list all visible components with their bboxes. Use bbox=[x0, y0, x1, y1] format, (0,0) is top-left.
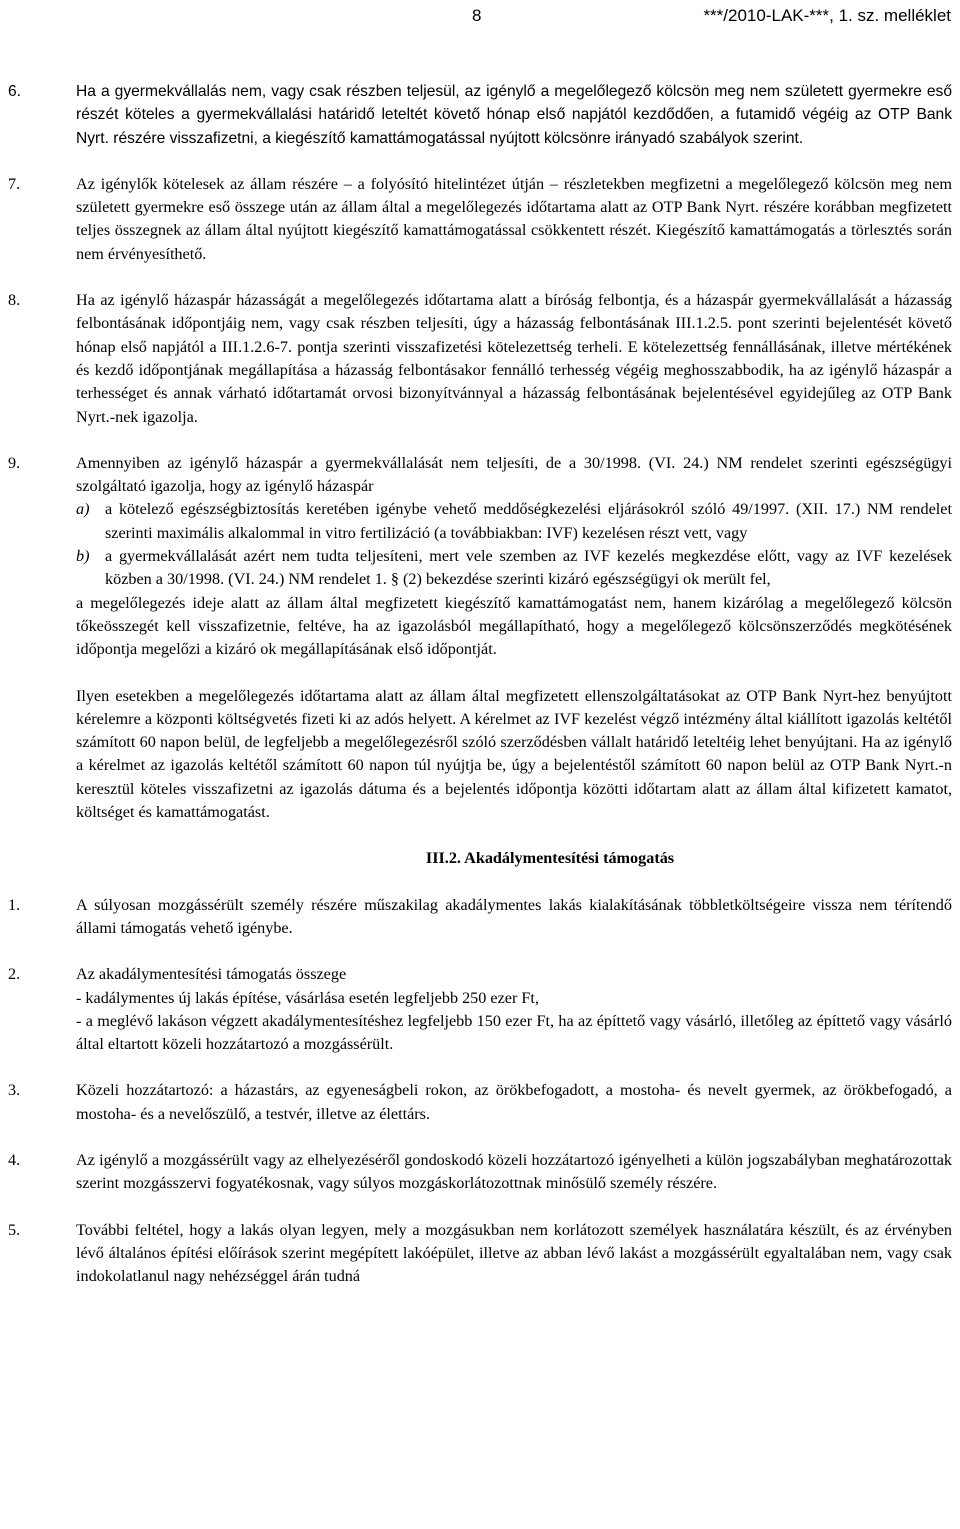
paragraph-9-continuation bbox=[0, 685, 960, 825]
paragraph-line: - kadálymentes új lakás építése, vásárlása esetén legfeljebb 250 ezer Ft, bbox=[76, 988, 539, 1007]
item-number: 6. bbox=[8, 83, 22, 100]
paragraph-9-conclusion bbox=[0, 592, 960, 662]
section-item-1 bbox=[0, 894, 960, 941]
sub-item-a bbox=[0, 498, 960, 545]
paragraph-8 bbox=[0, 289, 960, 429]
paragraph-text: Amennyiben az igénylő házaspár a gyermekvállalását nem teljesíti, de a 30/1998. (VI. 24.) NM rendelet szerinti egészségügyi szolgáltató igazolja, hogy az igénylő házaspár bbox=[76, 453, 952, 496]
paragraph-text: Közeli hozzátartozó: a házastárs, az egyeneságbeli rokon, az örökbefogadott, a mostoha- és nevelt gyermek, az örökbefogadó, a mostoha- és a nevelőszülő, a testvér, illetve az élettárs. bbox=[76, 1081, 952, 1123]
item-number: 7. bbox=[8, 174, 21, 193]
sub-item-letter: b) bbox=[76, 547, 90, 566]
item-number: 2. bbox=[8, 965, 21, 984]
paragraph-text: Ha az igénylő házaspár házasságát a megelőlegezés időtartama alatt a bíróság felbontja, és a házaspár gyermekvállalását a házasság felbontásának időpontjáig nem, vagy csak részben teljesíti, úgy a házasság felbontásának III.1.2.5. pont szerinti bejelentését követő hónap első napjától a III.1.2.6-7. pontja szerinti visszafizetési kötelezettség terheli. E kötelezettség fennállásának, illetve mértékének és kezdő időpontjának megállapítása a házasság felbontásakor fennálló terhesség végéig meghosszabbodik, ha az igénylő házaspár a terhességet és annak várható időtartamát orvosi bizonyítvánnyal a házasság felbontásának bejelentésével egyidejűleg az OTP Bank Nyrt.-nek igazolja. bbox=[76, 291, 952, 426]
section-item-4 bbox=[0, 1149, 960, 1196]
sub-item-letter: a) bbox=[76, 500, 90, 519]
paragraph-text: Ha a gyermekvállalás nem, vagy csak részben teljesül, az igénylő a megelőlegező kölcsön meg nem született gyermekre eső részét köteles a gyermekvállalási határidő leteltét követő hónap első napjától kezdődően, a futamidő végéig az OTP Bank Nyrt. részére visszafizetni, a kiegészítő kamattámogatással nyújtott kölcsönre irányadó szabályok szerint. bbox=[76, 83, 952, 147]
document-reference: ***/2010-LAK-***, 1. sz. melléklet bbox=[703, 6, 951, 25]
sub-item-b bbox=[0, 545, 960, 592]
paragraph-7 bbox=[0, 173, 960, 266]
section-item-2 bbox=[0, 963, 960, 1056]
page-number: 8 bbox=[472, 6, 482, 25]
paragraph-text: Ilyen esetekben a megelőlegezés időtartama alatt az állam által megfizetett ellenszolgáltatásokat az OTP Bank Nyrt-hez benyújtott kérelemre a központi költségvetés fizeti ki az adós helyett. A kérelmet az IVF kezelést végző intézmény által kiállított igazolás keltétől számított 60 napon belül, de legfeljebb a megelőlegezésről szóló szerződésben vállalt határidő leteltéig lehet benyújtani. Ha az igénylő a kérelmet az igazolás keltétől számított 60 napon túl nyújtja be, úgy a bejelentéstől számított 60 napon belül az OTP Bank Nyrt.-n keresztül köteles visszafizetni az igazolás dátuma és a bejelentés időpontja közötti időtartam alatt az állam által kifizetett kamatot, költséget és kamattámogatást. bbox=[76, 686, 952, 822]
paragraph-text: A súlyosan mozgássérült személy részére műszakilag akadálymentes lakás kialakításának többletköltségeire vissza nem térítendő állami támogatás vehető igénybe. bbox=[76, 895, 952, 937]
sub-item-text: a kötelező egészségbiztosítás keretében igénybe vehető meddőségkezelési eljárásokról szóló 49/1997. (XII. 17.) NM rendelet szerinti maximális alkalommal in vitro fertilizáció (a továbbiakban: IVF) kezelésen részt vett, vagy bbox=[105, 500, 952, 542]
item-number: 4. bbox=[8, 1150, 21, 1169]
item-number: 5. bbox=[8, 1220, 21, 1239]
paragraph-text: További feltétel, hogy a lakás olyan legyen, mely a mozgásukban nem korlátozott személyek használatára készült, és az érvényben lévő általános építési előírások szerint megépített lakóépület, illetve az abban lévő lakást a mozgássérült egyaltalában nem, vagy csak indokolatlanul nagy nehézséggel árán tudná bbox=[76, 1220, 952, 1286]
section-heading: III.2. Akadálymentesítési támogatás bbox=[425, 849, 675, 868]
sub-item-text: a gyermekvállalását azért nem tudta teljesíteni, mert vele szemben az IVF kezelés megkezdése előtt, vagy az IVF kezelések közben a 30/1998. (VI. 24.) NM rendelet 1. § (2) bekezdése szerinti kizáró egészségügyi ok merült fel, bbox=[105, 547, 952, 589]
item-number: 8. bbox=[8, 291, 21, 310]
paragraph-text: Az igénylő a mozgássérült vagy az elhelyezéséről gondoskodó közeli hozzátartozó igényelheti a külön jogszabályban meghatározottak szerint mozgásszervi fogyatékosnak, vagy súlyos mozgáskorlátozottnak minősülő személy részére. bbox=[76, 1150, 952, 1193]
document-body bbox=[0, 80, 960, 1311]
page-header bbox=[0, 0, 960, 40]
paragraph-line: Az akadálymentesítési támogatás összege bbox=[76, 965, 347, 984]
item-number: 9. bbox=[8, 453, 21, 472]
paragraph-line: - a meglévő lakáson végzett akadálymentesítéshez legfeljebb 150 ezer Ft, ha az építtető vagy vásárló, illetőleg az építtető vagy vásárló által eltartott közeli hozzátartozó a mozgássérült. bbox=[76, 1011, 952, 1054]
item-number: 3. bbox=[8, 1081, 21, 1100]
section-item-3 bbox=[0, 1079, 960, 1126]
paragraph-text: Az igénylők kötelesek az állam részére – a folyósító hitelintézet útján – részletekben megfizetni a megelőlegező kölcsön meg nem született gyermekre eső összege után az állam által a megelőlegezés időtartama alatt az OTP Bank Nyrt. részére korábban megfizetett teljes összegnek az állam által nyújtott kiegészítő kamattámogatással csökkentett részét. Kiegészítő kamattámogatás a törlesztés során nem érvényesíthető. bbox=[76, 174, 952, 263]
paragraph-text: a megelőlegezés ideje alatt az állam által megfizetett kiegészítő kamattámogatást nem, hanem kizárólag a megelőlegező kölcsön tőkeösszegét kell visszafizetnie, feltéve, ha az igazolásból megállapítható, hogy a megelőlegező kölcsönszerződés megkötésének időpontja megelőzi a kizáró ok megállapításának első időpontját. bbox=[76, 593, 952, 659]
section-item-5 bbox=[0, 1219, 960, 1289]
paragraph-6 bbox=[0, 80, 960, 150]
paragraph-9 bbox=[0, 452, 960, 499]
item-number: 1. bbox=[8, 895, 21, 914]
